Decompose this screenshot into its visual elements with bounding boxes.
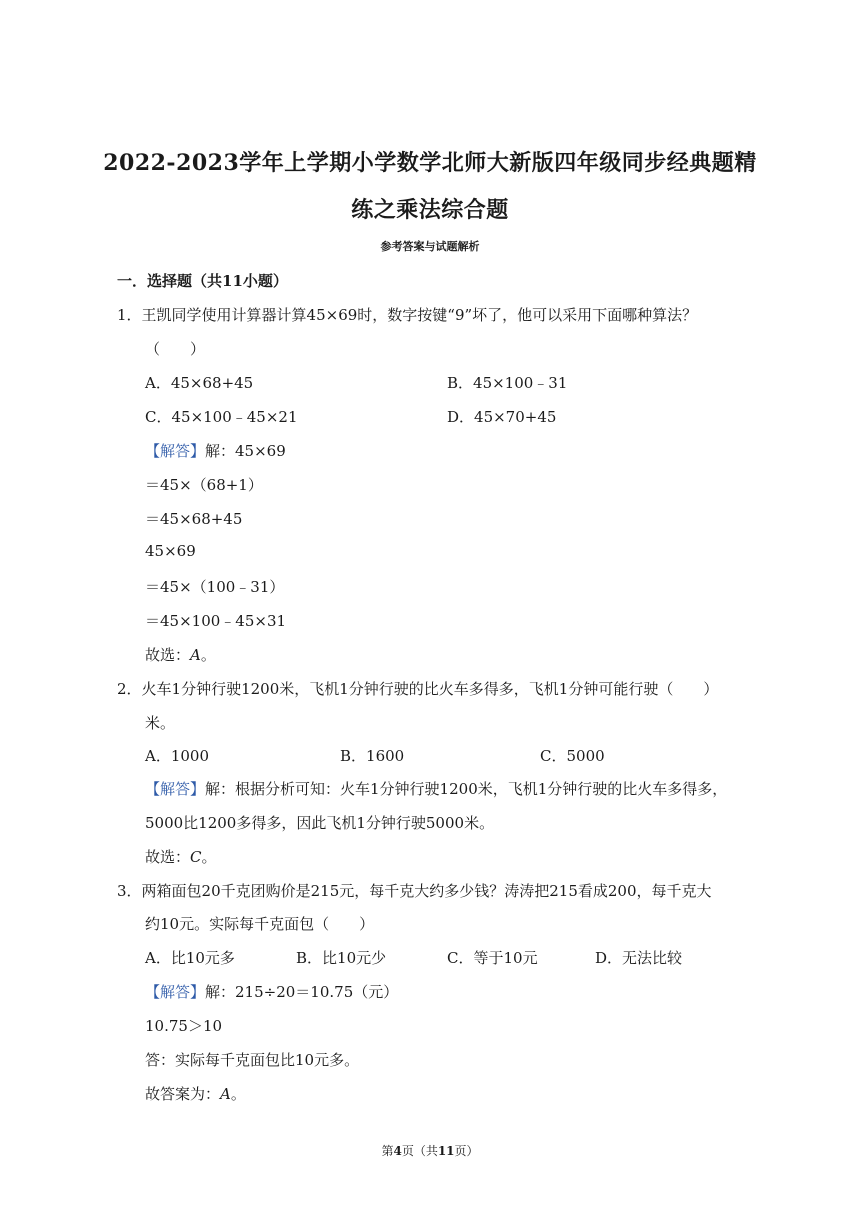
q1-step-5: ＝45×100﹣45×31 — [145, 612, 287, 630]
q3-answer-line — [145, 981, 398, 1002]
document-title-line-1: 2022-2023学年上学期小学数学北师大新版四年级同步经典题精 — [103, 150, 757, 176]
q1-step-4: ＝45×（100﹣31） — [145, 578, 285, 596]
page-footer — [0, 1142, 860, 1159]
footer-suffix: 页） — [454, 1144, 479, 1158]
q3-answer-tag: 【解答】 — [145, 983, 206, 1001]
section-heading: 一．选择题（共11小题） — [117, 272, 288, 290]
q3-stem-line-1: 3．两箱面包20千克团购价是215元，每千克大约多少钱？涛涛把215看成200，每千克大 — [117, 882, 712, 900]
q1-option-b: B．45×100﹣31 — [447, 374, 568, 392]
q2-answer-tag: 【解答】 — [145, 780, 206, 798]
q3-choice-prefix: 故答案为： — [145, 1085, 221, 1103]
q2-choice-line — [145, 846, 217, 867]
q3-step-1: 10.75＞10 — [145, 1017, 223, 1035]
q1-stem-line-1: 1．王凯同学使用计算器计算45×69时，数字按键“9”坏了，他可以采用下面哪种算法？ — [117, 306, 698, 324]
q1-option-d: D．45×70+45 — [447, 408, 557, 426]
q1-choice-suffix: 。 — [200, 646, 216, 664]
q3-choice-value: A — [220, 1085, 231, 1103]
q3-answer-text: 解：215÷20＝10.75（元） — [205, 983, 399, 1001]
q3-stem-line-2: 约10元。实际每千克面包（ ） — [145, 915, 375, 933]
q1-answer-text: 解：45×69 — [205, 442, 286, 460]
document-title-line-2: 练之乘法综合题 — [351, 197, 509, 223]
q2-option-c: C．5000 — [540, 747, 605, 765]
q2-choice-suffix: 。 — [201, 848, 217, 866]
q2-step-1: 5000比1200多得多，因此飞机1分钟行驶5000米。 — [145, 814, 495, 832]
q3-option-b: B．比10元少 — [296, 949, 387, 967]
q3-option-a: A．比10元多 — [145, 949, 235, 967]
q2-choice-value: C — [190, 848, 202, 866]
q1-stem-line-2: （ ） — [145, 340, 206, 358]
q3-option-d: D．无法比较 — [595, 949, 683, 967]
q1-option-a: A．45×68+45 — [145, 374, 254, 392]
q3-choice-suffix: 。 — [230, 1085, 246, 1103]
q2-answer-line — [145, 778, 727, 799]
q1-answer-tag: 【解答】 — [145, 442, 206, 460]
q1-choice-prefix: 故选： — [145, 646, 191, 664]
q1-step-3: 45×69 — [145, 542, 196, 560]
q1-option-c: C．45×100﹣45×21 — [145, 408, 298, 426]
document-subtitle: 参考答案与试题解析 — [380, 240, 480, 253]
q1-choice-value: A — [190, 646, 201, 664]
q1-step-2: ＝45×68+45 — [145, 510, 243, 528]
q1-answer-line — [145, 440, 286, 461]
footer-middle: 页（共 — [401, 1144, 438, 1158]
q2-option-a: A．1000 — [145, 747, 210, 765]
q3-step-2: 答：实际每千克面包比10元多。 — [145, 1051, 360, 1069]
q1-step-1: ＝45×（68+1） — [145, 476, 263, 494]
q2-stem-line-2: 米。 — [145, 714, 176, 732]
q2-stem-line-1: 2．火车1分钟行驶1200米，飞机1分钟行驶的比火车多得多，飞机1分钟可能行驶（ ） — [117, 680, 719, 698]
q2-choice-prefix: 故选： — [145, 848, 191, 866]
q3-choice-line — [145, 1083, 246, 1104]
q1-choice-line — [145, 644, 216, 665]
footer-prefix: 第 — [381, 1144, 394, 1158]
page-total: 11 — [437, 1144, 455, 1158]
page-number: 4 — [393, 1144, 402, 1158]
q2-answer-text: 解：根据分析可知：火车1分钟行驶1200米，飞机1分钟行驶的比火车多得多， — [205, 780, 728, 798]
q2-option-b: B．1600 — [340, 747, 405, 765]
q3-option-c: C．等于10元 — [447, 949, 538, 967]
